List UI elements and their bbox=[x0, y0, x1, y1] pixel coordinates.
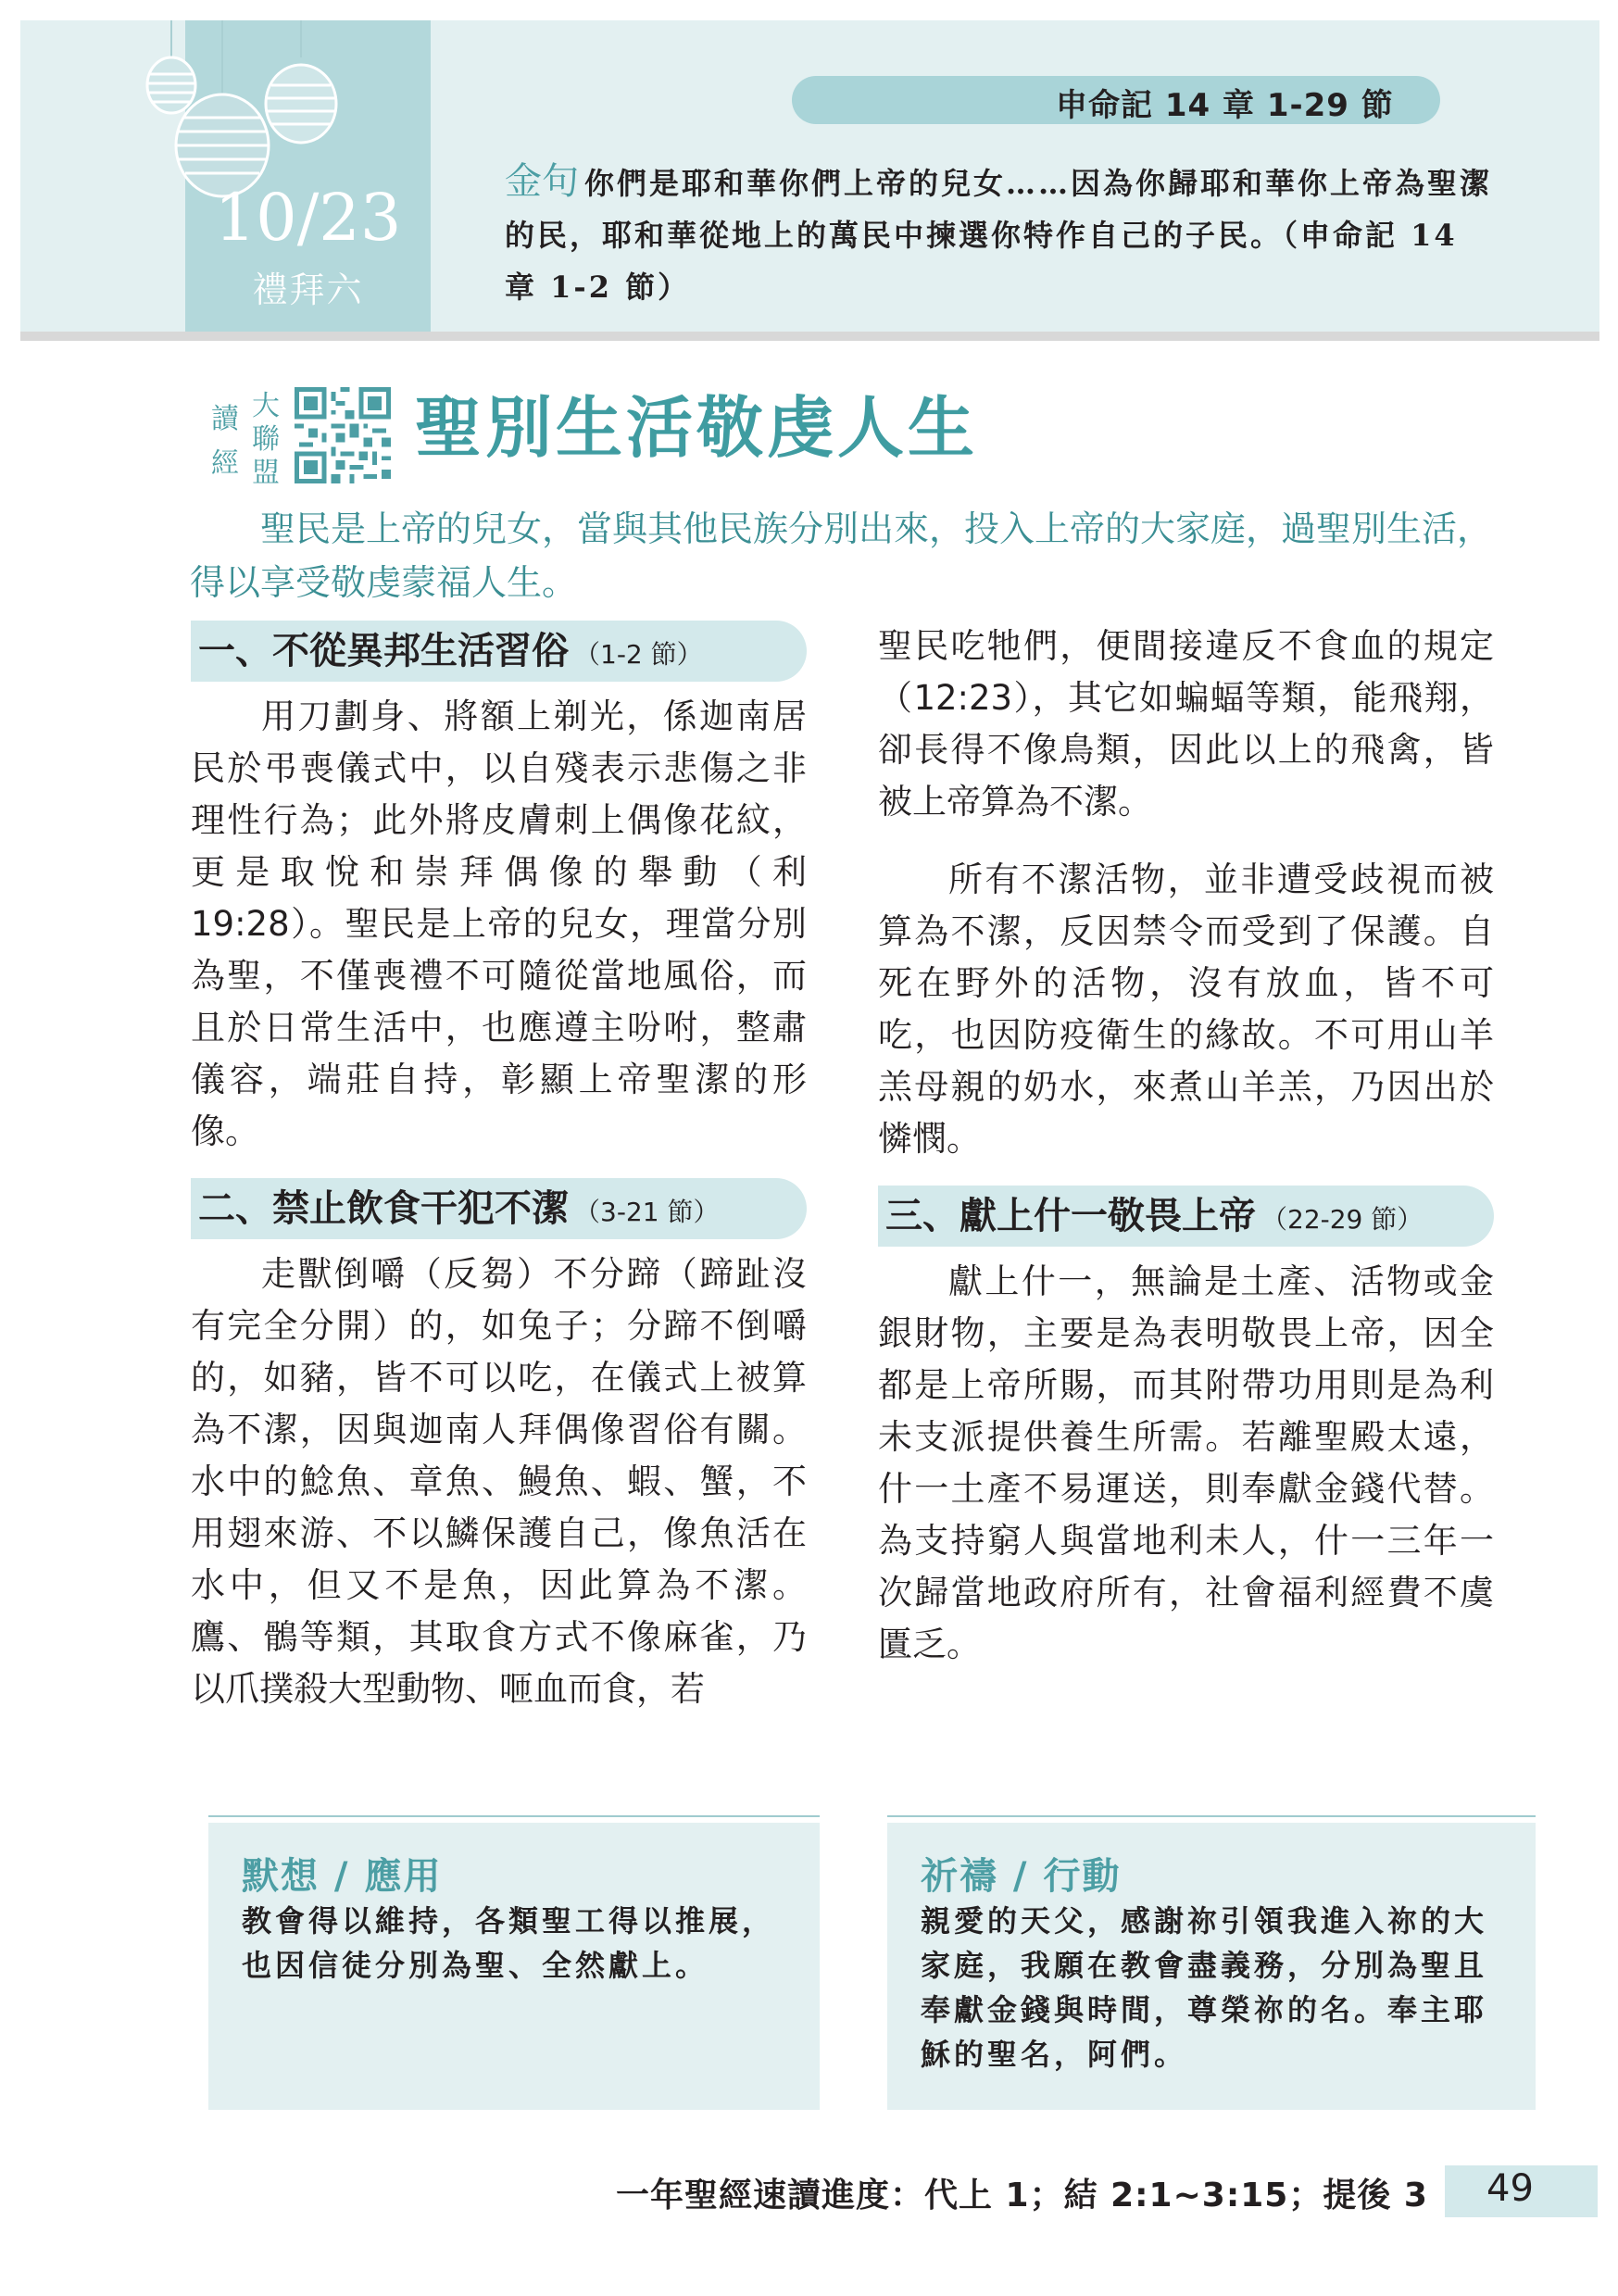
reading-progress: 一年聖經速讀進度：代上 1；結 2:1~3:15；提後 3 bbox=[616, 2177, 1428, 2214]
section-2-continued: 聖民吃牠們，便間接違反不食血的規定（12:23），其它如蝙蝠等類，能飛翔，卻長得不像鳥類，因此以上的飛禽，皆被上帝算為不潔。 bbox=[878, 626, 1494, 822]
read-char-4: 經 bbox=[211, 447, 239, 480]
right-column bbox=[878, 621, 1494, 1671]
golden-verse bbox=[505, 156, 1496, 313]
section-heading-2-text: 二、禁止飲食干犯不潔 bbox=[198, 1187, 569, 1230]
section-1-body: 用刀劃身、將額上剃光，係迦南居民於弔喪儀式中，以自殘表示悲傷之非理性行為；此外將皮膚刺上偶像花紋，更是取悅和崇拜偶像的舉動（利 19:28）。聖民是上帝的兒女，理當分別為聖，不僅喪禮不可隨從當地風俗，而且於日常生活中，也應遵主吩咐，整肅儀容，端莊自持，彰顯上帝聖潔的形像。 bbox=[191, 696, 807, 1151]
prayer-action-body: 親愛的天父，感謝祢引領我進入祢的大家庭，我願在教會盡義務，分別為聖且奉獻金錢與時間，尊榮祢的名。奉主耶穌的聖名，阿們。 bbox=[921, 1903, 1488, 2072]
section-heading-2-ref: （3-21 節） bbox=[574, 1197, 720, 1227]
prayer-action-title: 祈禱 / 行動 bbox=[921, 1855, 1122, 1898]
meditate-apply-box bbox=[208, 1823, 820, 2110]
read-char-1: 讀 bbox=[211, 403, 239, 435]
meditate-apply-title: 默想 / 應用 bbox=[242, 1855, 443, 1898]
left-column bbox=[191, 621, 807, 1715]
prayer-action-box bbox=[887, 1823, 1536, 2110]
section-heading-3 bbox=[878, 1186, 1494, 1247]
meditate-apply-body: 教會得以維持，各類聖工得以推展，也因信徒分別為聖、全然獻上。 bbox=[242, 1903, 776, 1983]
scripture-ref: 申命記 14 章 1-29 節 bbox=[1056, 87, 1394, 124]
page-number: 49 bbox=[1486, 2167, 1534, 2210]
read-char-5: 盟 bbox=[252, 457, 280, 489]
page-title: 聖別生活敬虔人生 bbox=[415, 388, 979, 467]
weekday-label: 禮拜六 bbox=[252, 270, 364, 310]
prayer-box-rule bbox=[887, 1815, 1536, 1817]
qr-code-icon[interactable] bbox=[295, 387, 391, 483]
golden-verse-label: 金句 bbox=[505, 160, 579, 203]
section-2-body-2: 所有不潔活物，並非遭受歧視而被算為不潔，反因禁令而受到了保護。自死在野外的活物，沒有放血，皆不可吃，也因防疫衛生的緣故。不可用山羊羔母親的奶水，來煮山羊羔，乃因出於憐憫。 bbox=[878, 859, 1494, 1159]
section-heading-1 bbox=[191, 621, 807, 682]
section-heading-1-ref: （1-2 節） bbox=[574, 639, 703, 670]
section-heading-1-text: 一、不從異邦生活習俗 bbox=[198, 630, 569, 672]
section-heading-2 bbox=[191, 1178, 807, 1239]
footer bbox=[0, 2165, 1618, 2221]
meditate-box-rule bbox=[208, 1815, 820, 1817]
section-heading-3-text: 三、獻上什一敬畏上帝 bbox=[885, 1195, 1256, 1237]
date-number: 10/23 bbox=[214, 180, 402, 256]
section-2-body: 走獸倒嚼（反芻）不分蹄（蹄趾沒有完全分開）的，如兔子；分蹄不倒嚼的，如豬，皆不可以吃，在儀式上被算為不潔，因與迦南人拜偶像習俗有關。水中的鯰魚、章魚、鰻魚、蝦、蟹，不用翅來游、不以鱗保護自己，像魚活在水中，但又不是魚，因此算為不潔。鷹、鶻等類，其取食方式不像麻雀，乃以爪撲殺大型動物、咂血而食，若 bbox=[191, 1254, 807, 1709]
read-char-3: 聯 bbox=[252, 423, 280, 456]
intro-paragraph: 聖民是上帝的兒女，當與其他民族分別出來，投入上帝的大家庭，過聖別生活，得以享受敬虔蒙福人生。 bbox=[190, 508, 1493, 603]
read-char-2: 大 bbox=[252, 390, 280, 422]
lantern-right-icon bbox=[255, 20, 347, 150]
header-divider bbox=[20, 332, 1599, 341]
section-3-body: 獻上什一，無論是土產、活物或金銀財物，主要是為表明敬畏上帝，因全都是上帝所賜，而其附帶功用則是為利未支派提供養生所需。若離聖殿太遠，什一土產不易運送，則奉獻金錢代替。為支持窮人與當地利未人，什一三年一次歸當地政府所有，社會福利經費不虞匱乏。 bbox=[878, 1261, 1494, 1664]
section-heading-3-ref: （22-29 節） bbox=[1261, 1204, 1424, 1235]
golden-verse-text: 你們是耶和華你們上帝的兒女……因為你歸耶和華你上帝為聖潔的民，耶和華從地上的萬民中揀選你特作自己的子民。（申命記 14 章 1-2 節） bbox=[505, 166, 1493, 305]
